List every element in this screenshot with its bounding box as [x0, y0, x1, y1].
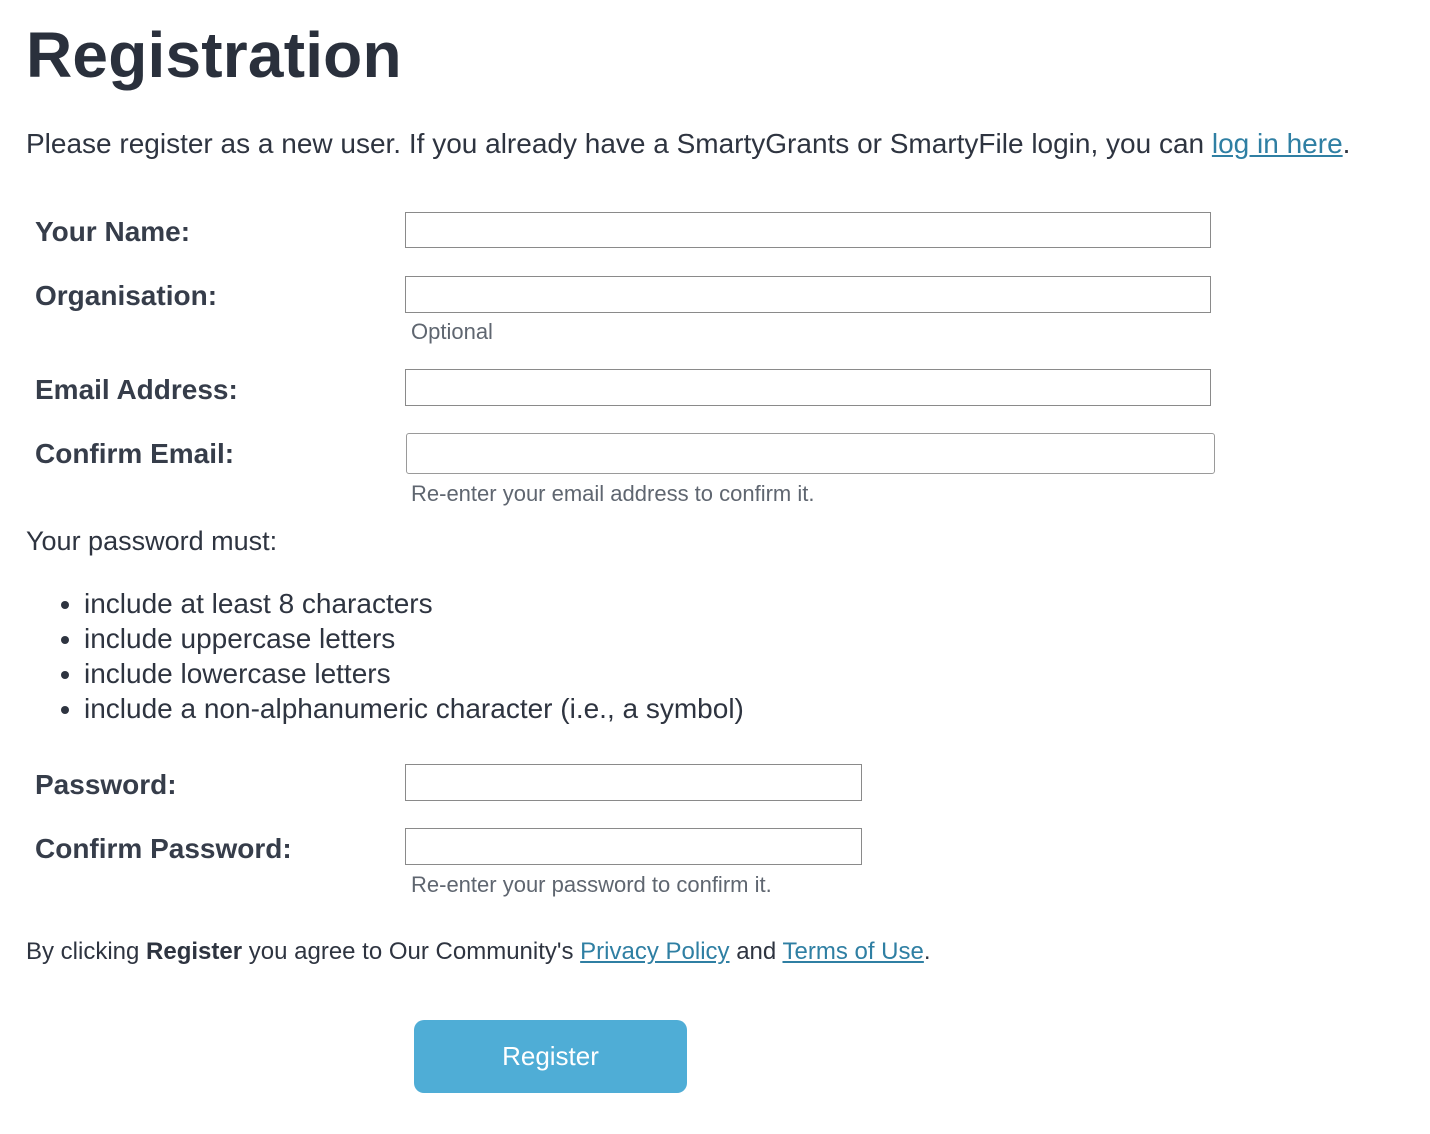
confirm-password-label: Confirm Password: — [35, 833, 292, 864]
terms-of-use-link[interactable]: Terms of Use — [782, 938, 924, 965]
agreement-suffix: . — [923, 938, 931, 965]
page-title: Registration — [26, 19, 402, 91]
password-rule-item: • include uppercase letters — [84, 621, 744, 656]
confirm-email-hint: Re-enter your email address to confirm it. — [411, 481, 815, 506]
email-label: Email Address: — [35, 374, 238, 405]
password-label: Password: — [35, 769, 177, 800]
agreement-text — [26, 938, 931, 966]
intro-text-body: Please register as a new user. If you already have a SmartyGrants or SmartyFile login, you can — [26, 128, 1212, 159]
password-rule-item: • include at least 8 characters — [84, 586, 744, 621]
organisation-label: Organisation: — [35, 280, 218, 311]
privacy-policy-link[interactable]: Privacy Policy — [580, 938, 730, 965]
password-rules-intro: Your password must: — [26, 526, 278, 556]
password-input[interactable] — [405, 764, 862, 801]
confirm-password-hint: Re-enter your password to confirm it. — [411, 872, 772, 897]
register-button[interactable]: Register — [414, 1020, 687, 1093]
intro-text — [26, 128, 1350, 160]
password-rules-list — [26, 586, 744, 726]
agreement-register-bold: Register — [146, 938, 243, 965]
name-label: Your Name: — [35, 216, 191, 247]
agreement-prefix: By clicking — [26, 938, 147, 965]
login-link[interactable]: log in here — [1211, 128, 1343, 159]
confirm-password-input[interactable] — [405, 828, 862, 865]
email-input[interactable] — [405, 369, 1211, 406]
password-rule-item: • include lowercase letters — [84, 656, 744, 691]
intro-text-suffix: . — [1342, 128, 1351, 159]
name-input[interactable] — [405, 212, 1211, 248]
confirm-email-label: Confirm Email: — [35, 438, 235, 469]
agreement-middle: you agree to Our Community's — [242, 938, 581, 965]
organisation-hint: Optional — [411, 319, 493, 344]
organisation-input[interactable] — [405, 276, 1211, 313]
confirm-email-input[interactable] — [406, 433, 1215, 474]
agreement-and: and — [729, 938, 783, 965]
password-rule-item: • include a non-alphanumeric character (i.e., a symbol) — [84, 691, 744, 726]
